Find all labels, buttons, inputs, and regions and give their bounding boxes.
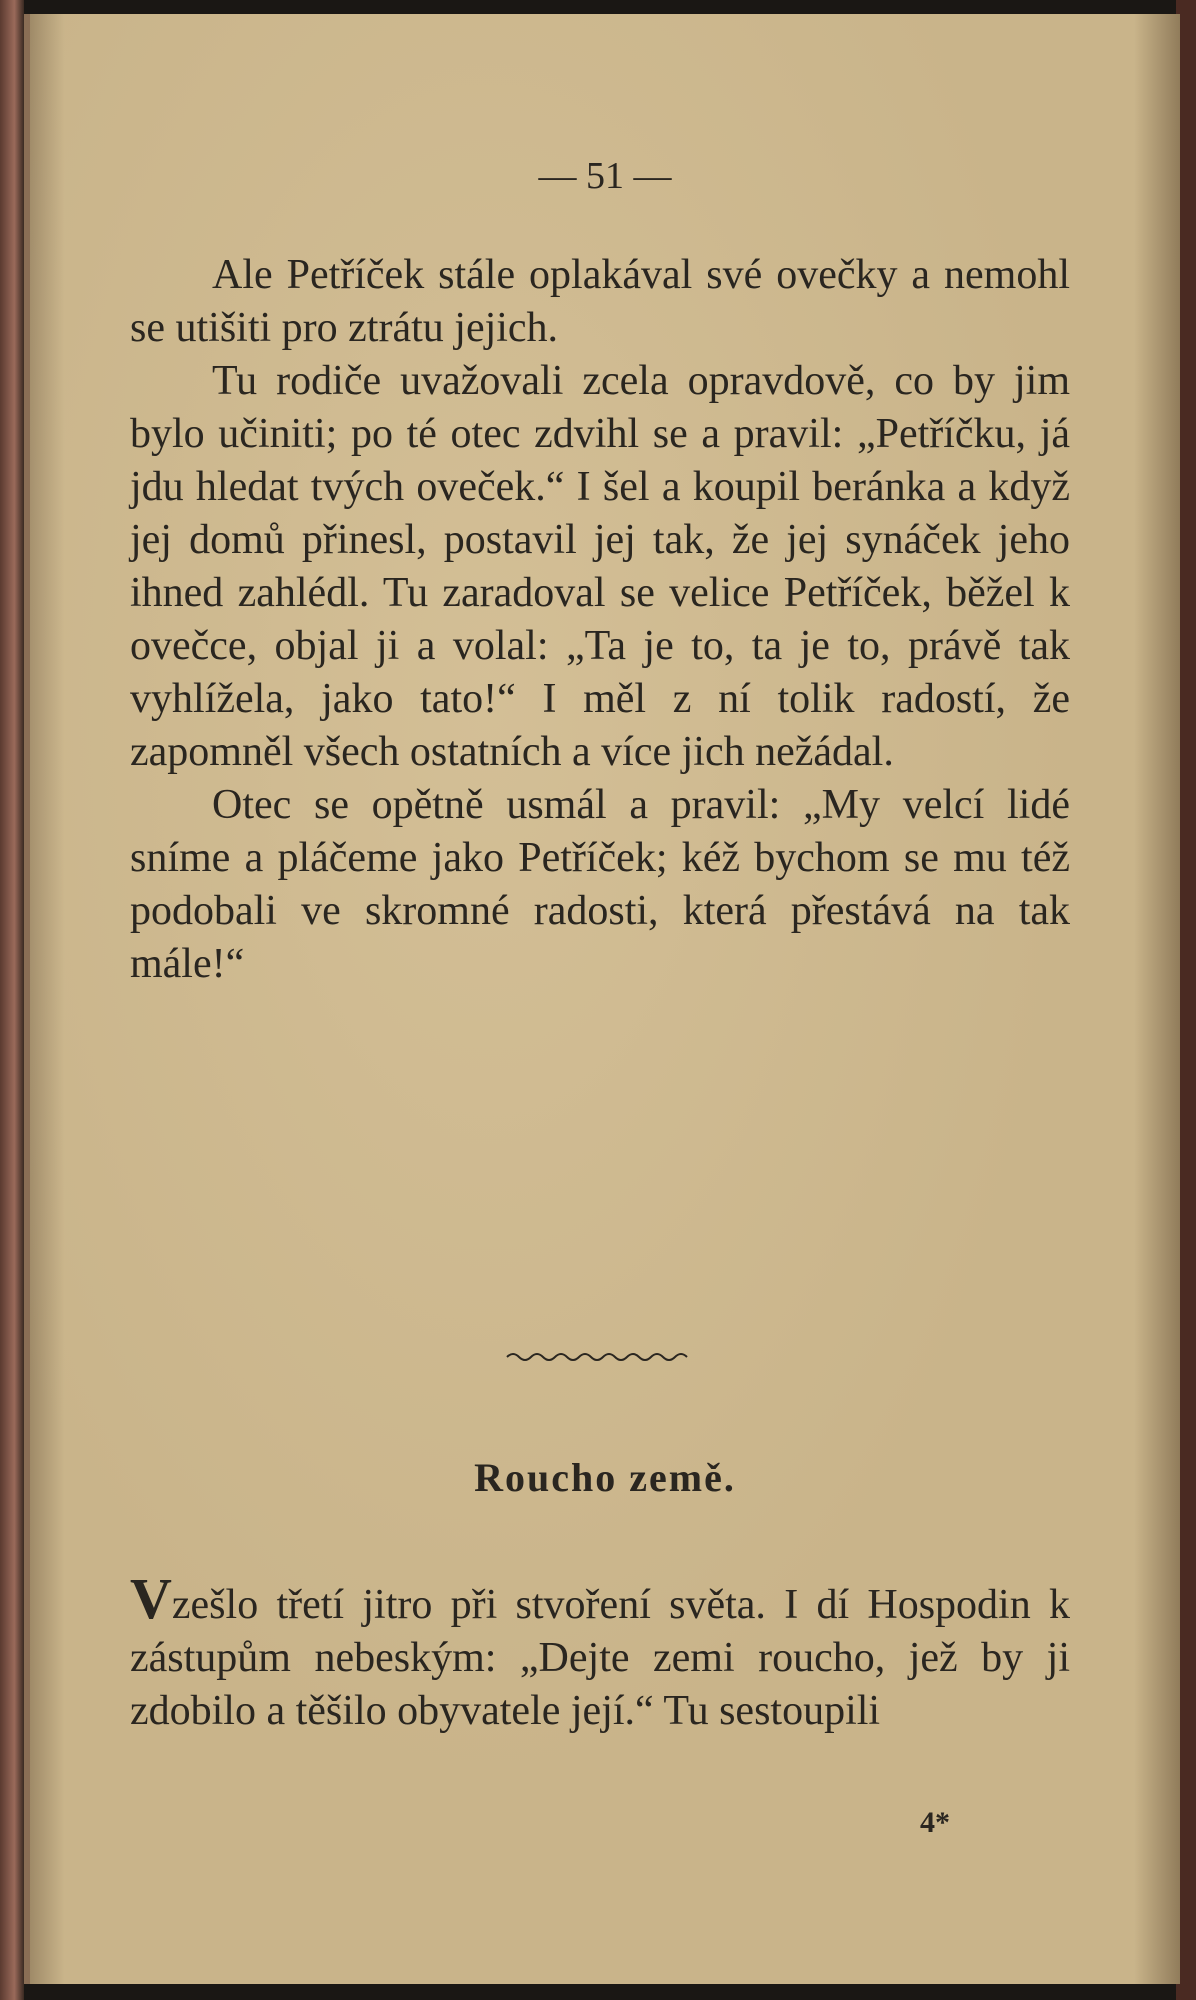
paragraph-2: Tu rodiče uvažovali zcela opravdově, co by jim bylo učiniti; po té otec zdvihl se a pravil: „Petříčku, já jdu hledat tvých oveček.“ I šel a koupil beránka a když jej domů přinesl, postavil jej tak, že jej synáček jeho ihned zahlédl. Tu zaradoval se velice Petříček, běžel k ovečce, objal ji a volal: „Ta je to, ta je to, právě tak vyhlížela, jako tato!“ I měl z ní tolik radostí, že zapomněl všech ostatních a více jich nežádal.	[130, 358, 1070, 775]
drop-cap: V	[130, 1566, 172, 1631]
signature-mark: 4*	[920, 1806, 950, 1839]
ornament-divider	[505, 1350, 695, 1364]
page-number: — 51 —	[538, 155, 672, 197]
section-heading: Roucho země.	[474, 1455, 736, 1500]
section-text	[130, 1566, 1070, 1738]
section-paragraph	[130, 1566, 1070, 1738]
book-page	[24, 14, 1180, 1984]
paragraph-3: Otec se opětně usmál a pravil: „My velcí lidé sníme a pláčeme jako Petříček; kéž bychom se mu též podobali ve skromné radosti, která přestává na tak mále!“	[130, 782, 1070, 987]
section-paragraph-text: zešlo třetí jitro při stvoření světa. I dí Hospodin k zástupům nebeským: „Dejte zemi roucho, jež by ji zdobilo a těšilo obyvatele její.“ Tu sestoupili	[130, 1582, 1070, 1734]
book-spine	[0, 0, 24, 2000]
chapter-text	[130, 249, 1070, 991]
paragraph-1: Ale Petříček stále oplakával své ovečky a nemohl se utišiti pro ztrátu jejich.	[130, 252, 1070, 351]
